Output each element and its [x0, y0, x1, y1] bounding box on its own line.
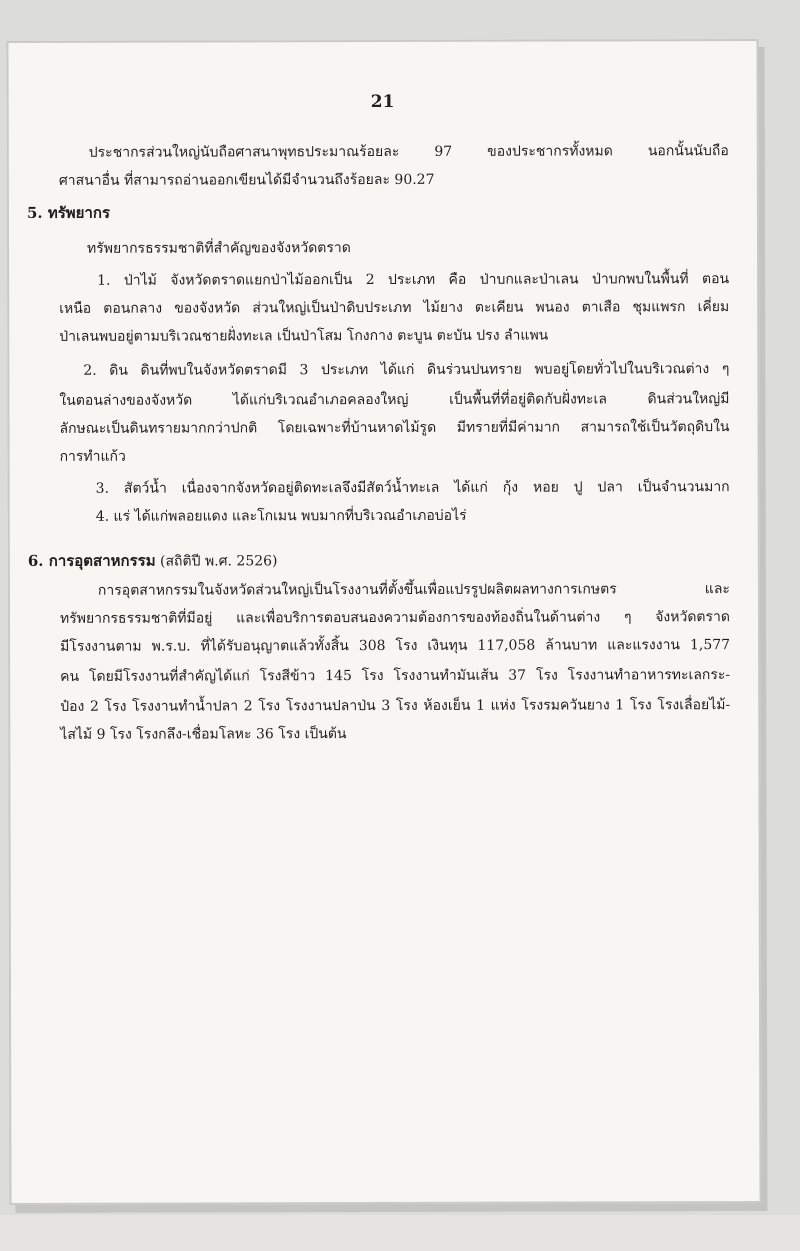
- industry-line: มีโรงงานตาม พ.ร.บ. ที่ได้รับอนุญาตแล้วทั้งสิ้น 308 โรง เงินทุน 117,058 ล้านบาท และแรงงาน 1,577: [60, 637, 731, 655]
- industry-paragraph-cont3: [60, 665, 730, 687]
- forest-line: ป่าเลนพบอยู่ตามบริเวณชายฝั่งทะเล เป็นป่าโสม โกงกาง ตะบูน ตะบัน ปรง ลำแพน: [59, 327, 549, 345]
- soil-line: ในตอนล่างของจังหวัด ได้แก่บริเวณอำเภอคลองใหญ่ เป็นพื้นที่ที่อยู่ติดกับฝั่งทะเล ดินส่วนใหญ่มี: [59, 391, 730, 409]
- scan-margin: [0, 1215, 800, 1251]
- soil-paragraph-cont2: [59, 417, 729, 439]
- industry-paragraph-end: [60, 724, 346, 745]
- industry-paragraph-cont2: [60, 635, 730, 657]
- religion-line: ประชากรส่วนใหญ่นับถือศาสนาพุทธประมาณร้อยละ 97 ของประชากรทั้งหมด นอกนั้นนับถือ: [88, 143, 729, 161]
- soil-line: ลักษณะเป็นดินทรายมากกว่าปกติ โดยเฉพาะที่บ้านหาดไม้รูด มีทรายที่มีค่ามาก สามารถใช้เป็นวัตถุดิบใน: [59, 419, 730, 437]
- forest-paragraph-cont: [59, 297, 729, 319]
- forest-paragraph-end: [59, 326, 548, 347]
- soil-paragraph-cont: [59, 389, 729, 411]
- minerals-line: 4. แร่ ได้แก่พลอยแดง และโกเมน พบมากที่บริเวณอำเภอบ่อไร่: [95, 507, 467, 525]
- marine-paragraph: [96, 477, 730, 499]
- religion-line: ศาสนาอื่น ที่สามารถอ่านออกเขียนได้มีจำนวนถึงร้อยละ 90.27: [58, 171, 435, 189]
- industry-heading: 6. การอุตสาหกรรม: [27, 551, 156, 570]
- forest-line: เหนือ ตอนกลาง ของจังหวัด ส่วนใหญ่เป็นป่าดิบประเภท ไม้ยาง ตะเคียน พนอง ตาเสือ ชุมแพรก เคี่ยม: [59, 299, 730, 317]
- resources-intro: ทรัพยากรธรรมชาติที่สำคัญของจังหวัดตราด: [87, 240, 351, 257]
- forest-paragraph: [97, 269, 729, 291]
- page-number: 21: [370, 91, 395, 113]
- religion-paragraph: [89, 141, 729, 163]
- industry-paragraph-cont4: [60, 695, 730, 717]
- minerals-paragraph: [96, 506, 467, 527]
- forest-line: 1. ป่าไม้ จังหวัดตราดแยกป่าไม้ออกเป็น 2 ประเภท คือ ป่าบกและป่าเลน ป่าบกพบในพื้นที่ ตอน: [97, 271, 730, 289]
- document-page: [6, 39, 761, 1205]
- soil-line: การทำแก้ว: [59, 448, 126, 465]
- industry-paragraph-cont: [60, 607, 730, 629]
- industry-line: คน โดยมีโรงงานที่สำคัญได้แก่ โรงสีข้าว 145 โรง โรงงานทำมันเส้น 37 โรง โรงงานทำอาหารทะเลกระ-: [60, 667, 731, 685]
- industry-heading-row: [28, 550, 278, 572]
- soil-line: 2. ดิน ดินที่พบในจังหวัดตราดมี 3 ประเภท ได้แก่ ดินร่วนปนทราย พบอยู่โดยทั่วไปในบริเวณต่าง ๆ: [83, 361, 730, 379]
- industry-line: การอุตสาหกรรมในจังหวัดส่วนใหญ่เป็นโรงงานที่ตั้งขึ้นเพื่อแปรรูปผลิตผลทางการเกษตร และ: [97, 581, 730, 599]
- industry-paragraph: [98, 579, 730, 601]
- soil-paragraph-end: [60, 447, 126, 467]
- resources-heading: 5. ทรัพยากร: [26, 203, 111, 222]
- industry-line: ไสไม้ 9 โรง โรงกลึง-เชื่อมโลหะ 36 โรง เป็นต้น: [60, 726, 347, 743]
- soil-paragraph: [83, 359, 729, 381]
- marine-line: 3. สัตว์น้ำ เนื่องจากจังหวัดอยู่ติดทะเลจึงมีสัตว์น้ำทะเล ได้แก่ กุ้ง หอย ปู ปลา เป็นจำนวนมาก: [95, 479, 730, 497]
- industry-line: ทรัพยากรธรรมชาติที่มีอยู่ และเพื่อบริการตอบสนองความต้องการของท้องถิ่นในด้านต่าง ๆ จังหวัดตราด: [59, 609, 731, 627]
- religion-paragraph-cont: [59, 170, 435, 191]
- industry-line: ป๋อง 2 โรง โรงงานทำน้ำปลา 2 โรง โรงงานปลาป่น 3 โรง ห้องเย็น 1 แห่ง โรงรมควันยาง 1 โรง โรงเลื่อยไม้-: [60, 697, 731, 715]
- industry-heading-note: (สถิติปี พ.ศ. 2526): [155, 553, 278, 570]
